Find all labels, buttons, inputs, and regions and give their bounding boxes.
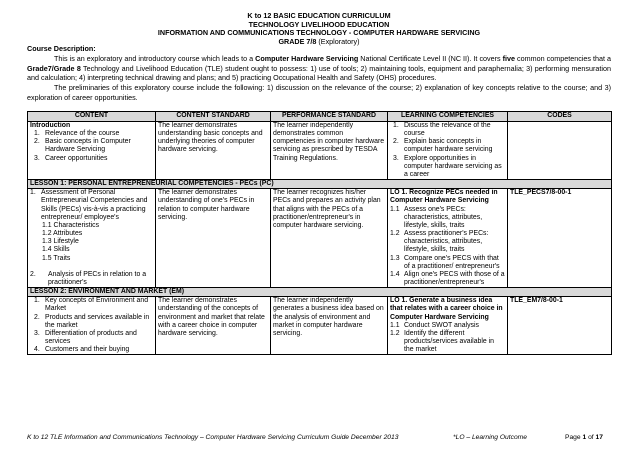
page-of: of xyxy=(586,434,596,441)
table-row xyxy=(28,297,612,355)
lesson-2-competencies-cell xyxy=(388,297,508,355)
intro-content-cell xyxy=(28,122,156,180)
table-row xyxy=(28,189,612,288)
list-item: 2. Analysis of PECs in relation to a practitioner's xyxy=(30,270,147,286)
grade-label: GRADE 7/8 xyxy=(278,36,317,46)
learning-outcome: LO 1. Generate a business idea that relates with a career choice in Computer Hardware Servicing xyxy=(390,297,503,321)
list-item: 4. Customers and their buying xyxy=(34,346,130,354)
lesson-1-title: LESSON 1: PERSONAL ENTREPRENEURIAL COMPETENCIES - PECs (PC) xyxy=(28,180,612,189)
lesson-1-content-cell xyxy=(28,189,156,288)
sub-item: 1.1 Characteristics xyxy=(42,221,100,229)
list-item: 2. Products and services available in the market xyxy=(34,313,150,329)
lesson-2-standard-cell: The learner demonstrates understanding of the concepts of environment and market that relate with a career choice in computer hardware servicing. xyxy=(156,297,271,355)
sub-item: 1.3 Lifestyle xyxy=(42,238,79,246)
list-item: 1. Key concepts of Environment and Market xyxy=(34,297,149,313)
intro-codes-cell xyxy=(508,122,612,180)
desc-bold: Computer Hardware Servicing xyxy=(255,54,359,63)
desc-text: Technology and Livelihood Education (TLE) student ought to possess: 1) use of tools; 2) maintaining tools, equipment and paraphernalia; 3) performing mensuration and calculation; 4) interpreting technical drawing and plans; and 5) practicing Occupational Health and Safety (OHS) procedures. xyxy=(27,63,612,83)
col-header-content-standard: CONTENT STANDARD xyxy=(156,112,271,122)
intro-standard-cell: The learner demonstrates understanding basic concepts and underlying theories of computer hardware servicing. xyxy=(156,122,271,180)
list-item: 1. Discuss the relevance of the course xyxy=(393,122,491,138)
course-description-paragraph-1 xyxy=(27,54,611,83)
table-row xyxy=(28,122,612,180)
course-description-paragraph-2 xyxy=(27,83,611,102)
list-item: 2. Explain basic concepts in computer hardware servicing xyxy=(393,138,493,154)
lesson-1-code: TLE_PECS7/8-00-1 xyxy=(508,189,612,288)
page-total: 17 xyxy=(595,434,603,441)
desc-bold: Grade7/Grade 8 xyxy=(27,63,81,73)
list-item: 1.2 Identify the different products/services available in the market xyxy=(390,329,495,354)
lesson-2-performance-cell: The learner independently generates a business idea based on the analysis of environment and market in computer hardware servicing. xyxy=(271,297,388,355)
lesson-1-standard-cell: The learner demonstrates understanding of one's PECs in relation to computer hardware servicing. xyxy=(156,189,271,288)
col-header-performance-standard: PERFORMANCE STANDARD xyxy=(271,112,388,122)
curriculum-table xyxy=(27,111,612,355)
header-title-2: TECHNOLOGY LIVELIHOOD EDUCATION xyxy=(248,19,390,29)
intro-performance-cell: The learner independently demonstrates common competencies in computer hardware servicing as prescribed by TESDA Training Regulations. xyxy=(271,122,388,180)
sub-item: 1.4 Skills xyxy=(42,246,70,254)
col-header-content: CONTENT xyxy=(28,112,156,122)
lesson-2-heading-row xyxy=(28,288,612,297)
grade-note: (Exploratory) xyxy=(316,36,360,46)
list-item: 3. Explore opportunities in computer hardware servicing as a career xyxy=(393,154,502,178)
lesson-2-content-cell xyxy=(28,297,156,355)
desc-text: This is an exploratory and introductory course which leads to a xyxy=(54,54,256,63)
list-item: 1.1 Assess one's PECs: characteristics, attributes, lifestyle, skills, traits xyxy=(390,205,483,229)
page-current: 1 xyxy=(582,434,587,441)
list-item: 3. Differentiation of products and services xyxy=(34,329,137,346)
list-item: 1. Assessment of Personal Entrepreneurial Competencies and Skills (PECs) vis-à-vis a practicing entrepreneur/ employee's xyxy=(30,189,148,221)
col-header-codes: CODES xyxy=(508,112,612,122)
learning-outcome: LO 1. Recognize PECs needed in Computer Hardware Servicing xyxy=(390,189,498,205)
footer-document-title: K to 12 TLE Information and Communications Technology – Computer Hardware Servicing Curriculum Guide December 2013 xyxy=(27,434,399,441)
list-item: 1.3 Compare one's PECS with that of a practitioner/ entrepreneur's xyxy=(390,254,500,270)
col-header-learning-competencies: LEARNING COMPETENCIES xyxy=(388,112,508,122)
table-header-row xyxy=(28,112,612,122)
sub-item: 1.5 Traits xyxy=(42,254,71,262)
lesson-1-competencies-cell xyxy=(388,189,508,288)
lesson-2-title: LESSON 2: ENVIRONMENT AND MARKET (EM) xyxy=(28,288,612,297)
list-item: 3. Career opportunities xyxy=(34,154,108,162)
lesson-2-code: TLE_EM7/8-00-1 xyxy=(508,297,612,355)
sub-item: 1.2 Attributes xyxy=(42,230,83,238)
intro-title: Introduction xyxy=(30,122,71,129)
list-item: 1. Relevance of the course xyxy=(34,130,120,138)
page-number xyxy=(565,434,603,441)
list-item: 1.1 Conduct SWOT analysis xyxy=(390,321,479,329)
lesson-1-performance-cell: The learner recognizes his/her PECs and prepares an activity plan that aligns with the PECs of a practitioner/entrepreneur's in computer hardware servicing. xyxy=(271,189,388,288)
header-title-1: K to 12 BASIC EDUCATION CURRICULUM xyxy=(247,11,391,20)
list-item: 2. Basic concepts in Computer Hardware Servicing xyxy=(34,138,131,154)
course-description-label: Course Description: xyxy=(27,44,96,53)
lesson-1-heading-row xyxy=(28,180,612,189)
desc-bold: five xyxy=(502,54,516,63)
desc-text: common competencies that a xyxy=(515,54,611,63)
list-item: 1.2 Assess practitioner's PECs: characteristics, attributes, lifestyle, skills, traits xyxy=(390,230,489,254)
list-item: 1.4 Align one's PECS with those of a practitioner/entrepreneur's xyxy=(390,270,505,286)
desc-text: The preliminaries of this exploratory course include the following: 1) discussion on the relevance of the course; 2) explanation of key concepts relative to the course; and 3) exploration of career opportunities. xyxy=(27,83,611,102)
footer-lo-note: *LO – Learning Outcome xyxy=(453,434,527,441)
page-prefix: Page xyxy=(565,434,583,441)
header-title-3: INFORMATION AND COMMUNICATIONS TECHNOLOGY - COMPUTER HARDWARE SERVICING xyxy=(157,28,481,37)
desc-text: National Certificate Level II (NC II). It covers xyxy=(358,54,503,63)
intro-competencies-cell xyxy=(388,122,508,180)
